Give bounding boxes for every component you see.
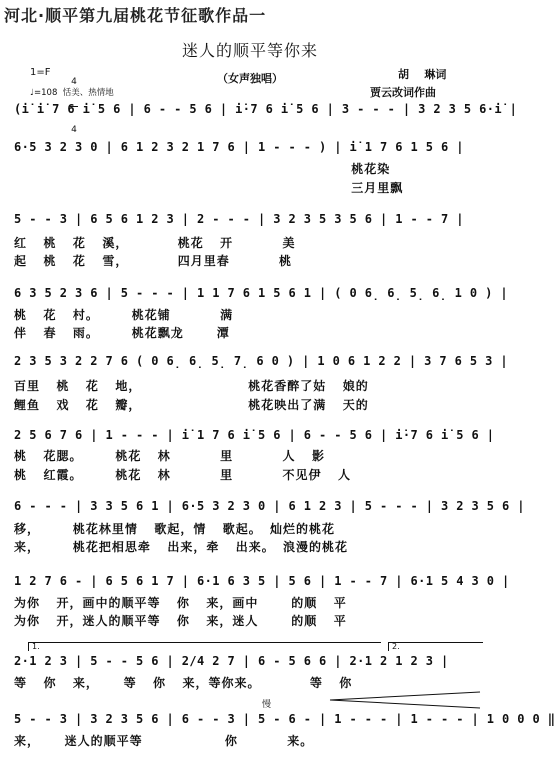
composer-credit: 贾云改词作曲 <box>370 86 436 99</box>
first-ending-label: 1. <box>32 642 40 651</box>
time-signature-top: 4 <box>71 77 77 87</box>
series-title: 河北·顺平第九届桃花节征歌作品一 <box>4 6 267 25</box>
lyric-line: 红 桃 花 溪， 桃花 开 美 <box>14 236 296 250</box>
notation-row: 2·1 2 3 | 5 - - 5 6 | 2/4 2 7 | 6 - 5 6 6 | 2·1 2 1 2 3 | <box>14 654 449 668</box>
lyric-line: 桃 红霞。 桃花 林 里 不见伊 人 <box>14 468 351 482</box>
time-signature-bottom: 4 <box>71 125 77 135</box>
lyric-line: 起 桃 花 雪， 四月里春 桃 <box>14 254 293 268</box>
second-ending-label: 2. <box>392 642 400 651</box>
lyric-line: 等 你 来， 等 你 来，等你来。 等 你 <box>14 676 353 690</box>
notation-row: 2 3 5 3 2 2 7 6 ( 0 6̣ 6̣ 5̣ 7̣ 6 0 ) | 1 0 6 1 2 2 | 3 7 6 5 3 | <box>14 354 508 368</box>
lyric-line: 伴 春 雨。 桃花飘龙 潭 <box>14 326 230 340</box>
notation-row: 6·5 3 2 3 0 | 6 1 2 3 2 1 7 6 | 1 - - - ) | i̇ 1 7 6 1 5 6 | <box>14 140 464 154</box>
performance-note: （女声独唱） <box>217 72 283 85</box>
lyric-line: 桃 花 村。 桃花铺 满 <box>14 308 234 322</box>
key-signature: 1=F <box>30 67 51 78</box>
lyric-line: 桃花染 <box>14 162 391 176</box>
notation-row: (i̇ i̇ 7 6 i̇ 5 6 | 6 - - 5 6 | i̇·7 6 i̇ 5 6 | 3 - - - | 3 2 3 5 6·i̇ | <box>14 102 518 116</box>
lyric-line: 为你 开，画中的顺平等 你 来，画中 的顺 平 <box>14 596 347 610</box>
lyric-line: 来， 桃花把相思牵 出来，牵 出来。 浪漫的桃花 <box>14 540 349 554</box>
notation-row: 1 2 7 6 - | 6 5 6 1 7 | 6·1 6 3 5 | 5 6 | 1 - - 7 | 6·1 5 4 3 0 | <box>14 574 510 588</box>
lyric-line: 为你 开，迷人的顺平等 你 来，迷人 的顺 平 <box>14 614 347 628</box>
notation-row: 6 3 5 2 3 6 | 5 - - - | 1 1 7 6 1 5 6 1 | ( 0 6̣ 6̣ 5̣ 6̣ 1 0 ) | <box>14 286 508 300</box>
notation-row: 2 5 6 7 6 | 1 - - - | i̇ 1 7 6 i̇ 5 6 | 6 - - 5 6 | i̇·7 6 i̇ 5 6 | <box>14 428 495 442</box>
second-ending-bracket <box>388 642 483 651</box>
notation-row: 5 - - 3 | 6 5 6 1 2 3 | 2 - - - | 3 2 3 5 3 5 6 | 1 - - 7 | <box>14 212 464 226</box>
song-title: 迷人的顺平等你来 <box>181 41 318 60</box>
lyric-line: 桃 花腮。 桃花 林 里 人 影 <box>14 449 325 463</box>
lyric-line: 鲤鱼 戏 花 瓣， 桃花映出了满 天的 <box>14 398 369 412</box>
notation-row: 6 - - - | 3 3 5 6 1 | 6·5 3 2 3 0 | 6 1 2 3 | 5 - - - | 3 2 3 5 6 | <box>14 499 525 513</box>
tempo-marking: ♩=108 恬美、热情地 <box>30 88 114 98</box>
lyric-line: 移， 桃花林里情 歌起，情 歌起。 灿烂的桃花 <box>14 522 336 536</box>
first-ending-bracket <box>28 642 381 651</box>
decrescendo-hairpin <box>330 690 480 710</box>
lyric-line: 三月里飘 <box>14 181 404 195</box>
notation-row: 5 - - 3 | 3 2 3 5 6 | 6 - - 3 | 5 - 6 - | 1 - - - | 1 - - - | 1 0 0 0 ‖ <box>14 712 555 726</box>
lyricist-credit: 胡 琳词 <box>398 68 447 81</box>
tempo-slow-mark: 慢 <box>262 700 272 710</box>
lyric-line: 来， 迷人的顺平等 你 来。 <box>14 734 314 748</box>
lyric-line: 百里 桃 花 地， 桃花香醉了姑 娘的 <box>14 379 369 393</box>
